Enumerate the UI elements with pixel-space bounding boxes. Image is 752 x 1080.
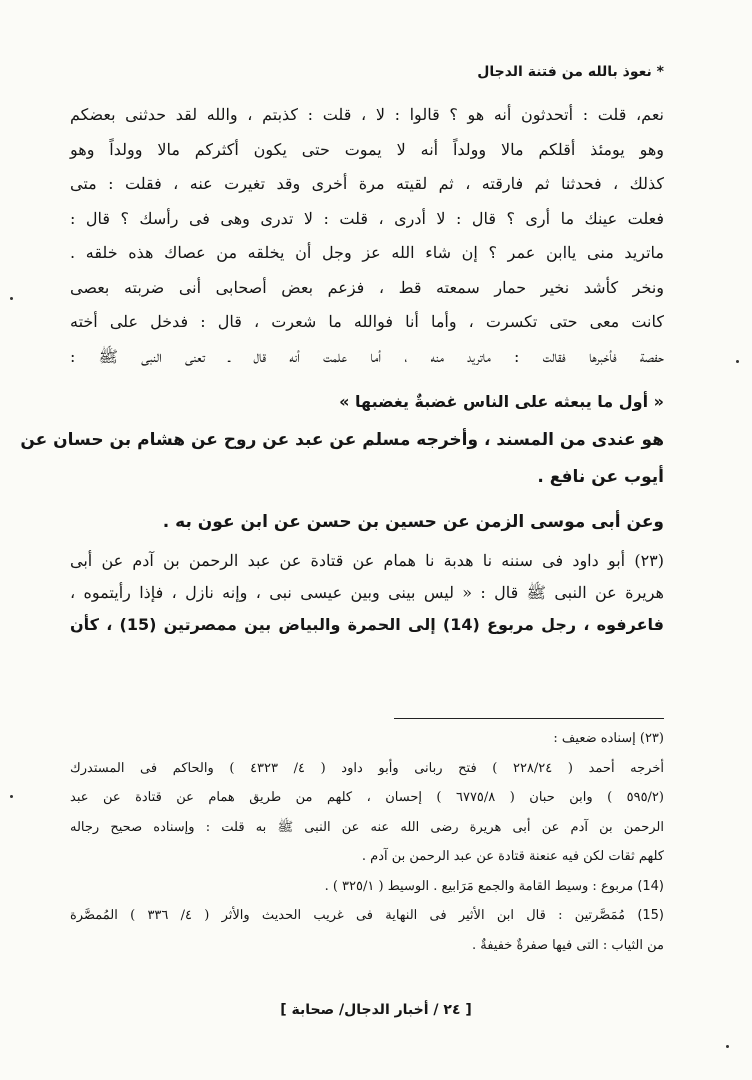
scan-speck: [10, 795, 13, 798]
hadith-line: هريرة عن النبى ﷺ قال : « ليس بينى وبين عيسى نبى ، وإنه نازل ، فإذا رأيتموه ،: [70, 583, 664, 602]
text-line: نعم، قلت : أتحدثون أنه هو ؟ قالوا : لا ، قلت : كذبتم ، والله لقد حدثنى بعضكم: [70, 105, 664, 124]
narration-second: وعن أبى موسى الزمن عن حسين بن حسن عن ابن عون به .: [162, 512, 664, 532]
footnote-15: [70, 901, 664, 931]
text-line: حفصة فأخبرها فقالت : ماتريد منه ، أما علمت أنه قال ـ تعنى النبى ﷺ :: [70, 346, 664, 366]
text-line: فعلت عينك ما أرى ؟ قال : لا أدرى ، قلت : لا تدرى وهى فى رأسك ؟ قال :: [70, 208, 664, 228]
footnote-number: (15): [637, 908, 664, 923]
footnote-text: مربوع : وسيط القامة والجمع مَرَابيع . الوسيط ( ٣٢٥/١ ) .: [324, 878, 634, 894]
narration-line: هو عندى من المسند ، وأخرجه مسلم عن عبد عن روح عن هشام بن حسان عن: [20, 430, 664, 450]
scan-speck: [10, 297, 13, 300]
scan-speck: [726, 1045, 729, 1048]
page-footer: [ ٢٤ / أخبار الدجال/ صحابة ]: [280, 1002, 472, 1018]
footnote-rule: [394, 718, 664, 719]
hadith-line: (٢٣) أبو داود فى سننه نا هدبة نا همام عن قتادة عن عبد الرحمن بن آدم عن أبى: [70, 551, 664, 570]
scan-speck: [736, 360, 739, 363]
footnote-14: [70, 872, 664, 902]
text-line: ونخر كأشد نخير حمار سمعته قط ، فزعم بعض أصحابى أنى ضربته بعصى: [70, 277, 664, 297]
footnote-line: أخرجه أحمد ( ٢٢٨/٢٤ ) فتح ربانى وأبو داود ( ٤/ ٤٣٢٣ ) والحاكم فى المستدرك: [70, 760, 664, 776]
footnote-line: كلهم ثقات لكن فيه عنعنة قتادة عن عبد الرحمن بن آدم .: [361, 849, 664, 864]
footnote-line: (٥٩٥/٢ ) وابن حبان ( ٦٧٧٥/٨ ) إحسان ، كلهم من طريق همام عن قتادة عن عبد: [70, 790, 664, 805]
hadith-quote: « أول ما يبعثه على الناس غضبةٌ يغضبها »: [339, 392, 664, 411]
footnote-heading: (٢٣) إسناده ضعيف :: [553, 731, 664, 746]
hadith-23: [70, 545, 664, 641]
footnotes: [70, 724, 664, 960]
footnote-line: من الثياب : التى فيها صفرةٌ خفيفةٌ .: [471, 937, 664, 953]
text-line: وهو يومئذ أقلكم مالا وولداً أنه لا يموت حتى يكون أكثركم مالا وولداً وهو: [70, 139, 664, 159]
footnote-text: مُمَصَّرتين : قال ابن الأثير فى النهاية فى غريب الحديث والأثر ( ٤/ ٣٣٦ ) المُمصَّرة: [70, 908, 626, 923]
running-header: * نعوذ بالله من فتنة الدجال: [477, 64, 664, 80]
text-line: كذلك ، فحدثنا ثم فارقته ، ثم لقيته مرة أخرى وقد تغيرت عنه ، فقلت : متى: [70, 174, 664, 193]
footnote-number: (14): [637, 878, 664, 894]
footnote-line: الرحمن بن آدم عن أبى هريرة رضى الله عنه عن النبى ﷺ به قلت : وإسناده صحيح رجاله: [70, 819, 664, 835]
text-line: ماتريد منى ياابن عمر ؟ إن شاء الله عز وجل أن يخلقه من عصاك هذه خلقه .: [70, 243, 664, 262]
main-text: [20, 98, 665, 641]
narration-line: أيوب عن نافع .: [537, 467, 664, 487]
hadith-line: فاعرفوه ، رجل مربوع (14) إلى الحمرة والبياض بين ممصرتين (15) ، كأن: [70, 615, 665, 634]
text-line: كانت معى حتى تكسرت ، وأما أنا فوالله ما شعرت ، قال : فدخل على أخته: [70, 312, 664, 331]
